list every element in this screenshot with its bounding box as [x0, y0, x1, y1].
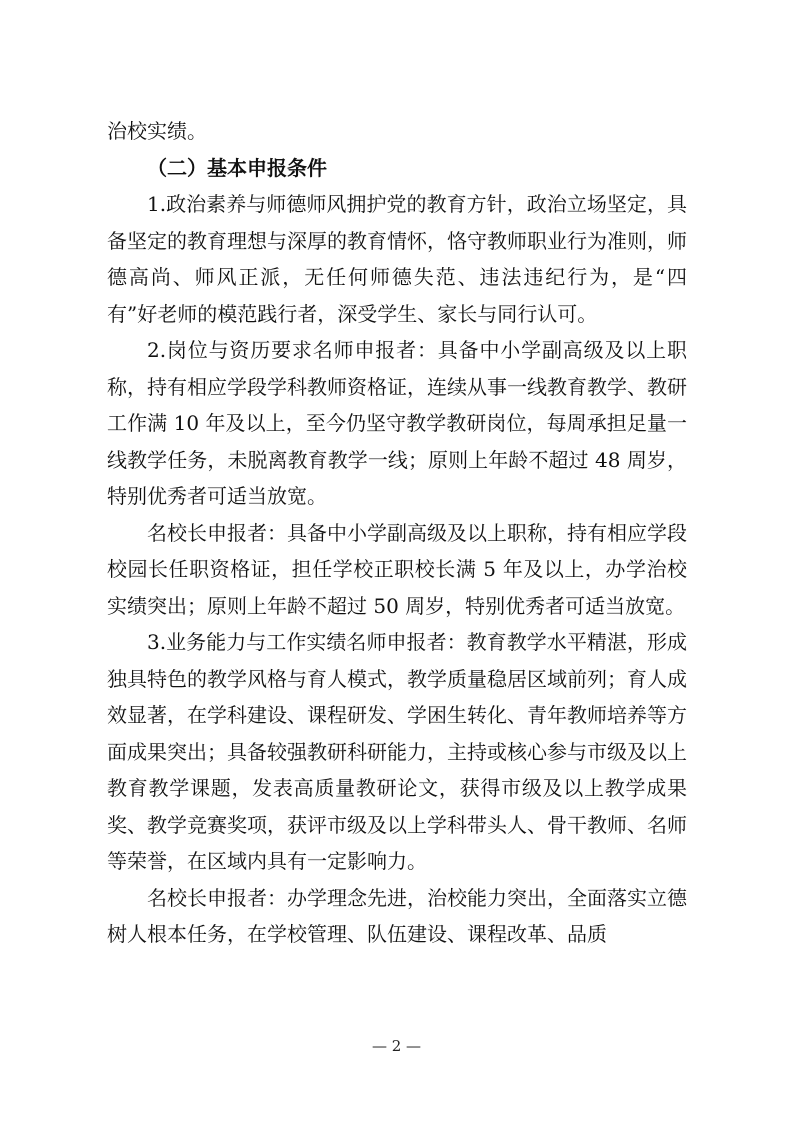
document-body — [107, 113, 687, 953]
paragraph-performance-teacher: 3.业务能力与工作实绩名师申报者：教育教学水平精湛，形成独具特色的教学风格与育人模式，教学质量稳居区域前列；育人成效显著，在学科建设、课程研发、学困生转化、青年教师培养等方面成果突出；具备较强教研科研能力，主持或核心参与市级及以上教育教学课题，发表高质量教研论文，获得市级及以上教学成果奖、教学竞赛奖项，获评市级及以上学科带头人、骨干教师、名师等荣誉，在区域内具有一定影响力。 — [107, 630, 687, 873]
paragraph-continuation: 治校实绩。 — [107, 119, 207, 143]
paragraph-position-requirements-teacher: 2.岗位与资历要求名师申报者：具备中小学副高级及以上职称，持有相应学段学科教师资格证，连续从事一线教育教学、教研工作满 10 年及以上，至今仍坚守教学教研岗位，每周承担足量一线教学任务，未脱离教育教学一线；原则上年龄不超过 48 周岁，特别优秀者可适当放宽。 — [107, 338, 687, 508]
page-number: — 2 — — [371, 1037, 422, 1055]
paragraph-position-requirements-principal: 名校长申报者：具备中小学副高级及以上职称，持有相应学段校园长任职资格证，担任学校正职校长满 5 年及以上，办学治校实绩突出；原则上年龄不超过 50 周岁，特别优秀者可适当放宽。 — [107, 520, 687, 618]
paragraph-performance-principal: 名校长申报者：办学理念先进，治校能力突出，全面落实立德树人根本任务，在学校管理、队伍建设、课程改革、品质 — [107, 885, 687, 946]
section-heading: （二）基本申报条件 — [147, 155, 327, 180]
paragraph-political-qualities: 1.政治素养与师德师风拥护党的教育方针，政治立场坚定，具备坚定的教育理想与深厚的教育情怀，恪守教师职业行为准则，师德高尚、师风正派，无任何师德失范、违法违纪行为，是“四有”好老师的模范践行者，深受学生、家长与同行认可。 — [107, 192, 687, 326]
